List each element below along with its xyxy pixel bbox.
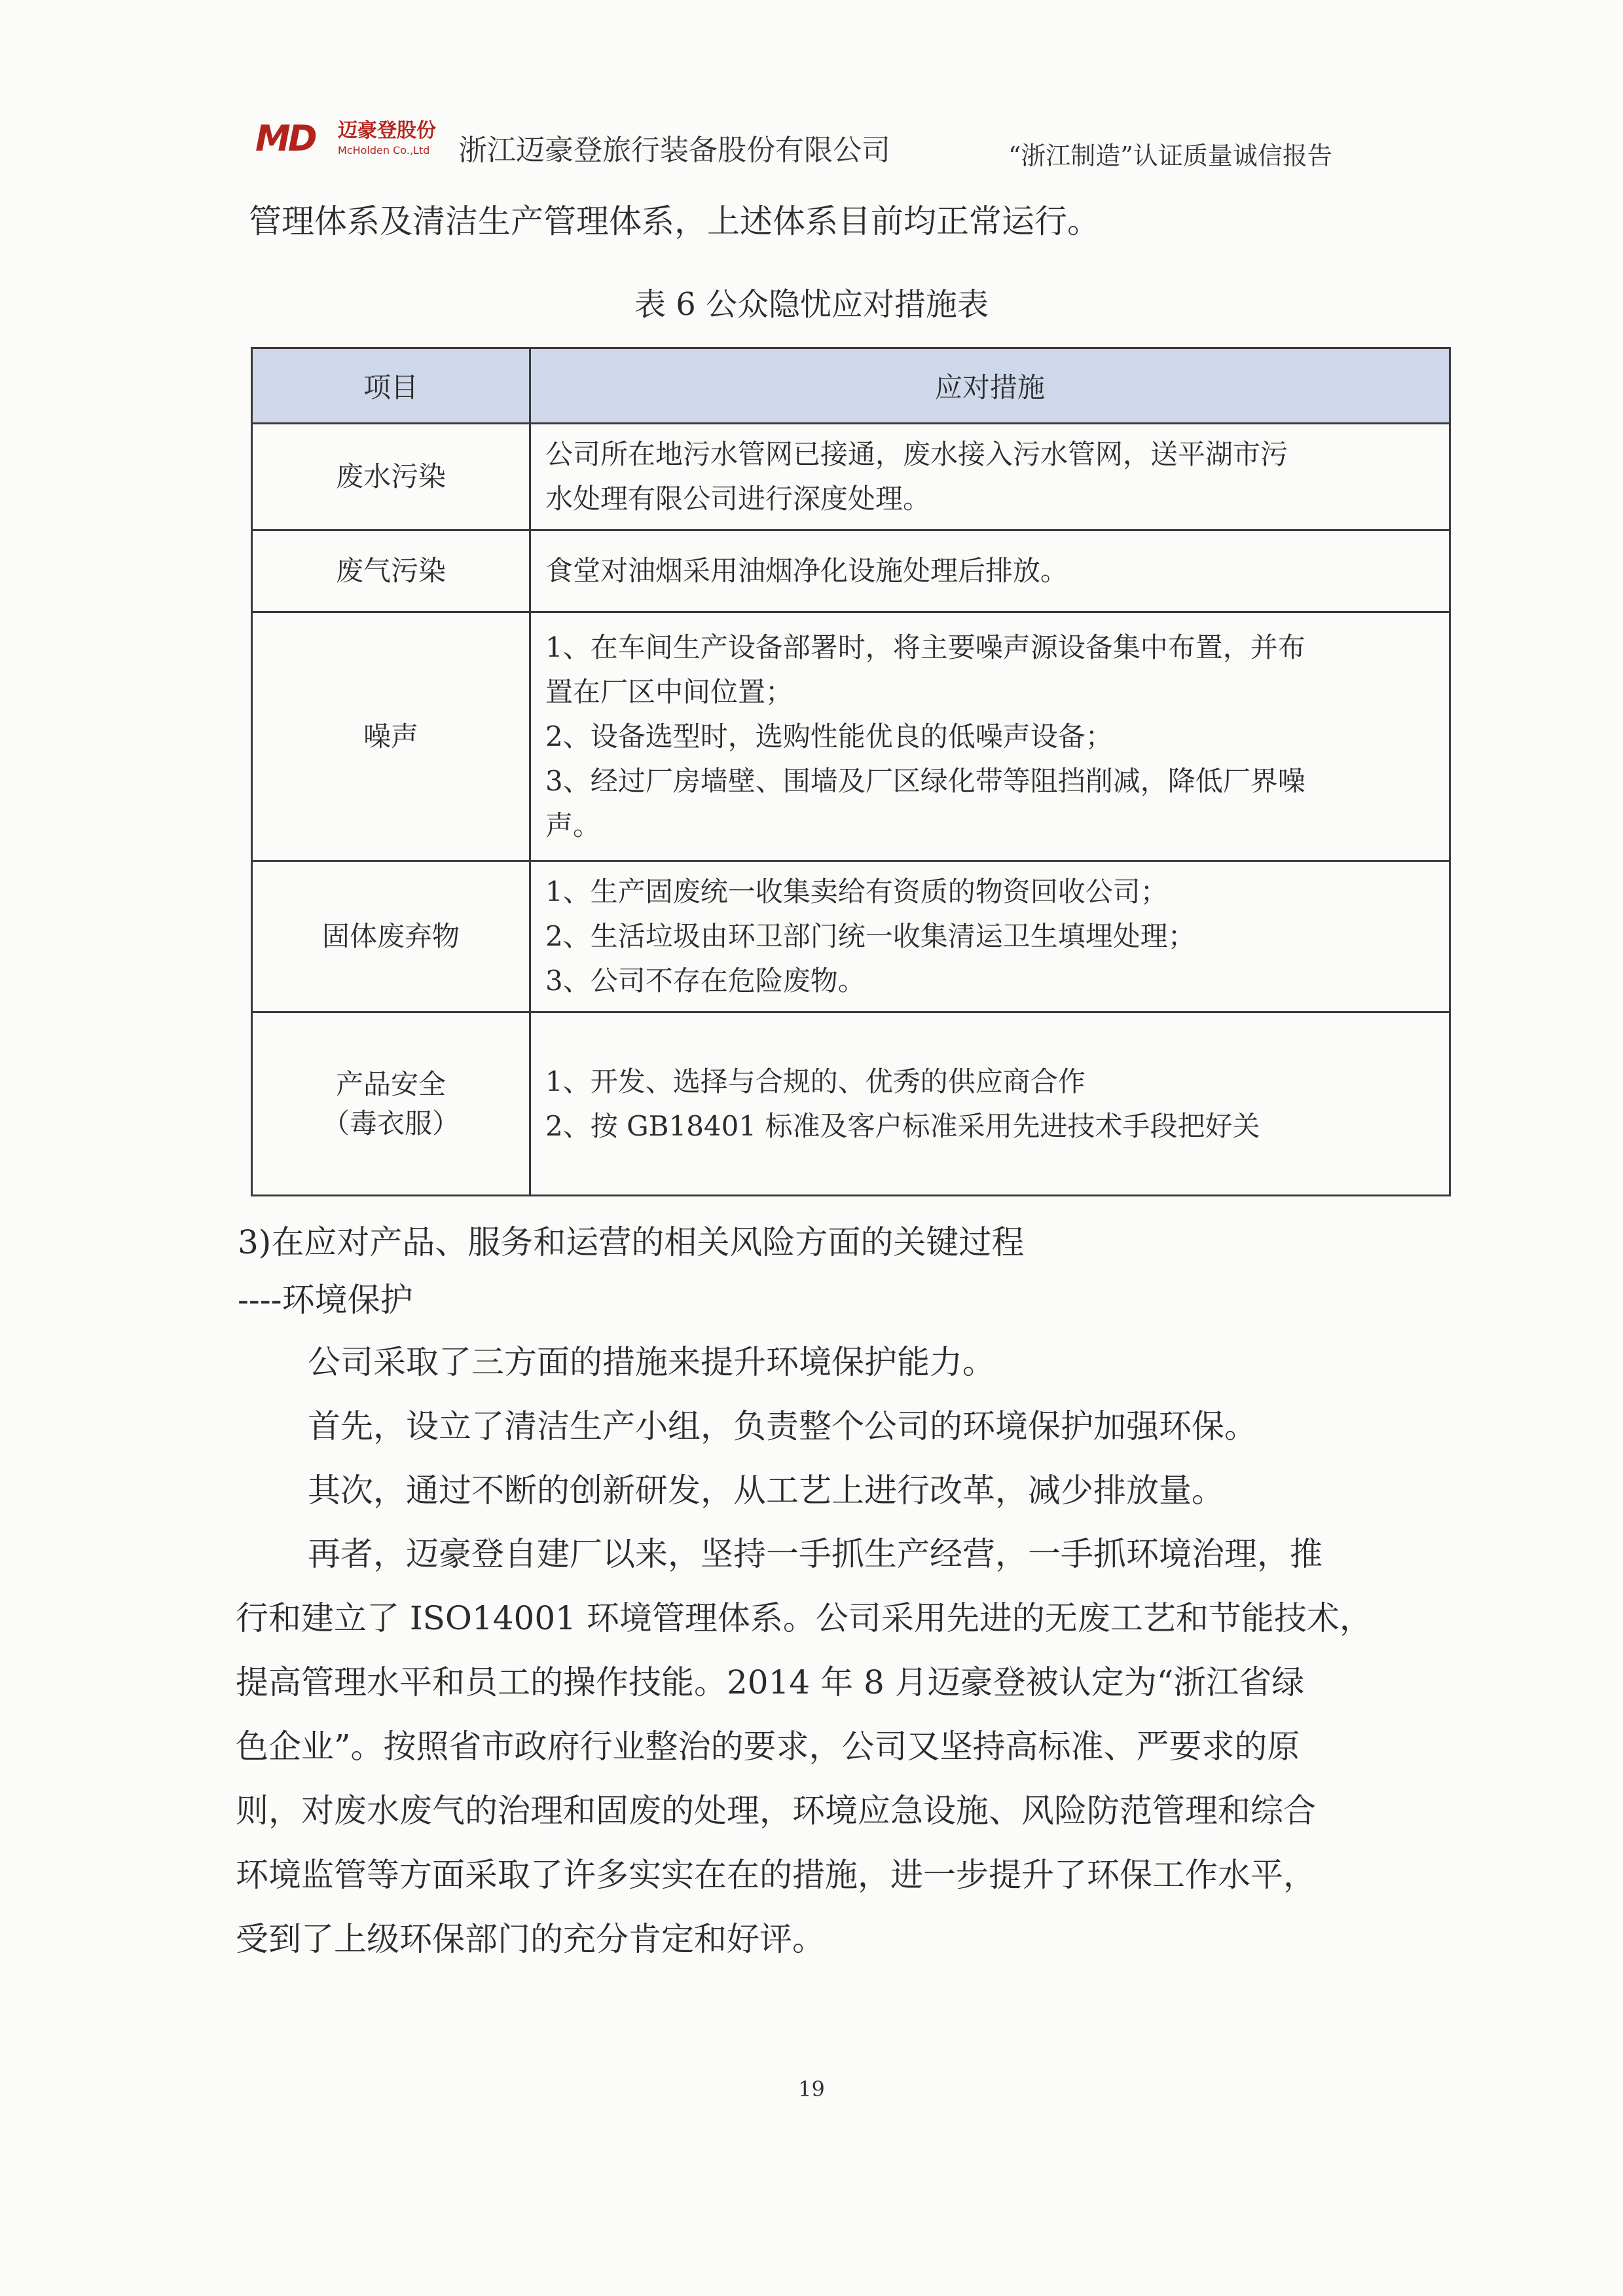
logo-chinese-name: 迈豪登股份 xyxy=(338,119,436,142)
row-measures: 1、开发、选择与合规的、优秀的供应商合作 2、按 GB18401 标准及客户标准采用先进技术手段把好关 xyxy=(530,1012,1450,1196)
header-measures: 应对措施 xyxy=(530,348,1450,424)
table-row xyxy=(252,530,1450,612)
row-measures: 公司所在地污水管网已接通，废水接入污水管网，送平湖市污 水处理有限公司进行深度处理。 xyxy=(530,424,1450,530)
row-measures: 1、生产固废统一收集卖给有资质的物资回收公司； 2、生活垃圾由环卫部门统一收集清运卫生填埋处理； 3、公司不存在危险废物。 xyxy=(530,861,1450,1012)
measures-table xyxy=(251,347,1451,1196)
section-heading: 3)在应对产品、服务和运营的相关风险方面的关键过程 xyxy=(238,1223,1025,1261)
paragraph-4-line: 行和建立了 ISO14001 环境管理体系。公司采用先进的无废工艺和节能技术， xyxy=(236,1599,1372,1637)
paragraph-4-line: 色企业”。按照省市政府行业整治的要求，公司又坚持高标准、严要求的原 xyxy=(236,1728,1300,1766)
row-item: 废气污染 xyxy=(252,530,530,612)
table-row xyxy=(252,1012,1450,1196)
header-company-name: 浙江迈豪登旅行装备股份有限公司 xyxy=(458,134,890,167)
logo-english-name: McHolden Co.,Ltd xyxy=(338,144,430,157)
header-item: 项目 xyxy=(252,348,530,424)
paragraph-2: 首先，设立了清洁生产小组，负责整个公司的环境保护加强环保。 xyxy=(308,1407,1257,1445)
table-row xyxy=(252,424,1450,530)
intro-line: 管理体系及清洁生产管理体系，上述体系目前均正常运行。 xyxy=(249,202,1100,240)
row-measures: 食堂对油烟采用油烟净化设施处理后排放。 xyxy=(530,530,1450,612)
row-item: 产品安全 （毒衣服） xyxy=(252,1012,530,1196)
paragraph-4-line: 再者，迈豪登自建厂以来，坚持一手抓生产经营，一手抓环境治理，推 xyxy=(308,1535,1322,1573)
paragraph-4-line: 环境监管等方面采取了许多实实在在的措施，进一步提升了环保工作水平， xyxy=(236,1856,1316,1894)
company-logo xyxy=(255,119,452,172)
table-caption: 表 6 公众隐忧应对措施表 xyxy=(634,286,989,323)
page-header xyxy=(255,105,1421,183)
page-number: 19 xyxy=(798,2077,825,2102)
table-row xyxy=(252,612,1450,861)
paragraph-4-line: 提高管理水平和员工的操作技能。2014 年 8 月迈豪登被认定为“浙江省绿 xyxy=(236,1663,1305,1701)
row-item: 废水污染 xyxy=(252,424,530,530)
row-item: 固体废弃物 xyxy=(252,861,530,1012)
paragraph-4-line: 则，对废水废气的治理和固废的处理，环境应急设施、风险防范管理和综合 xyxy=(236,1792,1316,1830)
paragraph-4-line: 受到了上级环保部门的充分肯定和好评。 xyxy=(236,1920,825,1958)
paragraph-1: 公司采取了三方面的措施来提升环境保护能力。 xyxy=(308,1343,995,1381)
row-item: 噪声 xyxy=(252,612,530,861)
section-subheading: ----环境保护 xyxy=(238,1281,413,1319)
header-report-title: “浙江制造”认证质量诚信报告 xyxy=(1008,141,1332,170)
table-header-row xyxy=(252,348,1450,424)
paragraph-3: 其次，通过不断的创新研发，从工艺上进行改革，减少排放量。 xyxy=(308,1472,1224,1509)
table-row xyxy=(252,861,1450,1012)
logo-mark: MD xyxy=(255,118,315,159)
row-measures: 1、在车间生产设备部署时，将主要噪声源设备集中布置，并布 置在厂区中间位置； 2、设备选型时，选购性能优良的低噪声设备； 3、经过厂房墙壁、围墙及厂区绿化带等阻挡削减，降低厂界噪 声。 xyxy=(530,612,1450,861)
